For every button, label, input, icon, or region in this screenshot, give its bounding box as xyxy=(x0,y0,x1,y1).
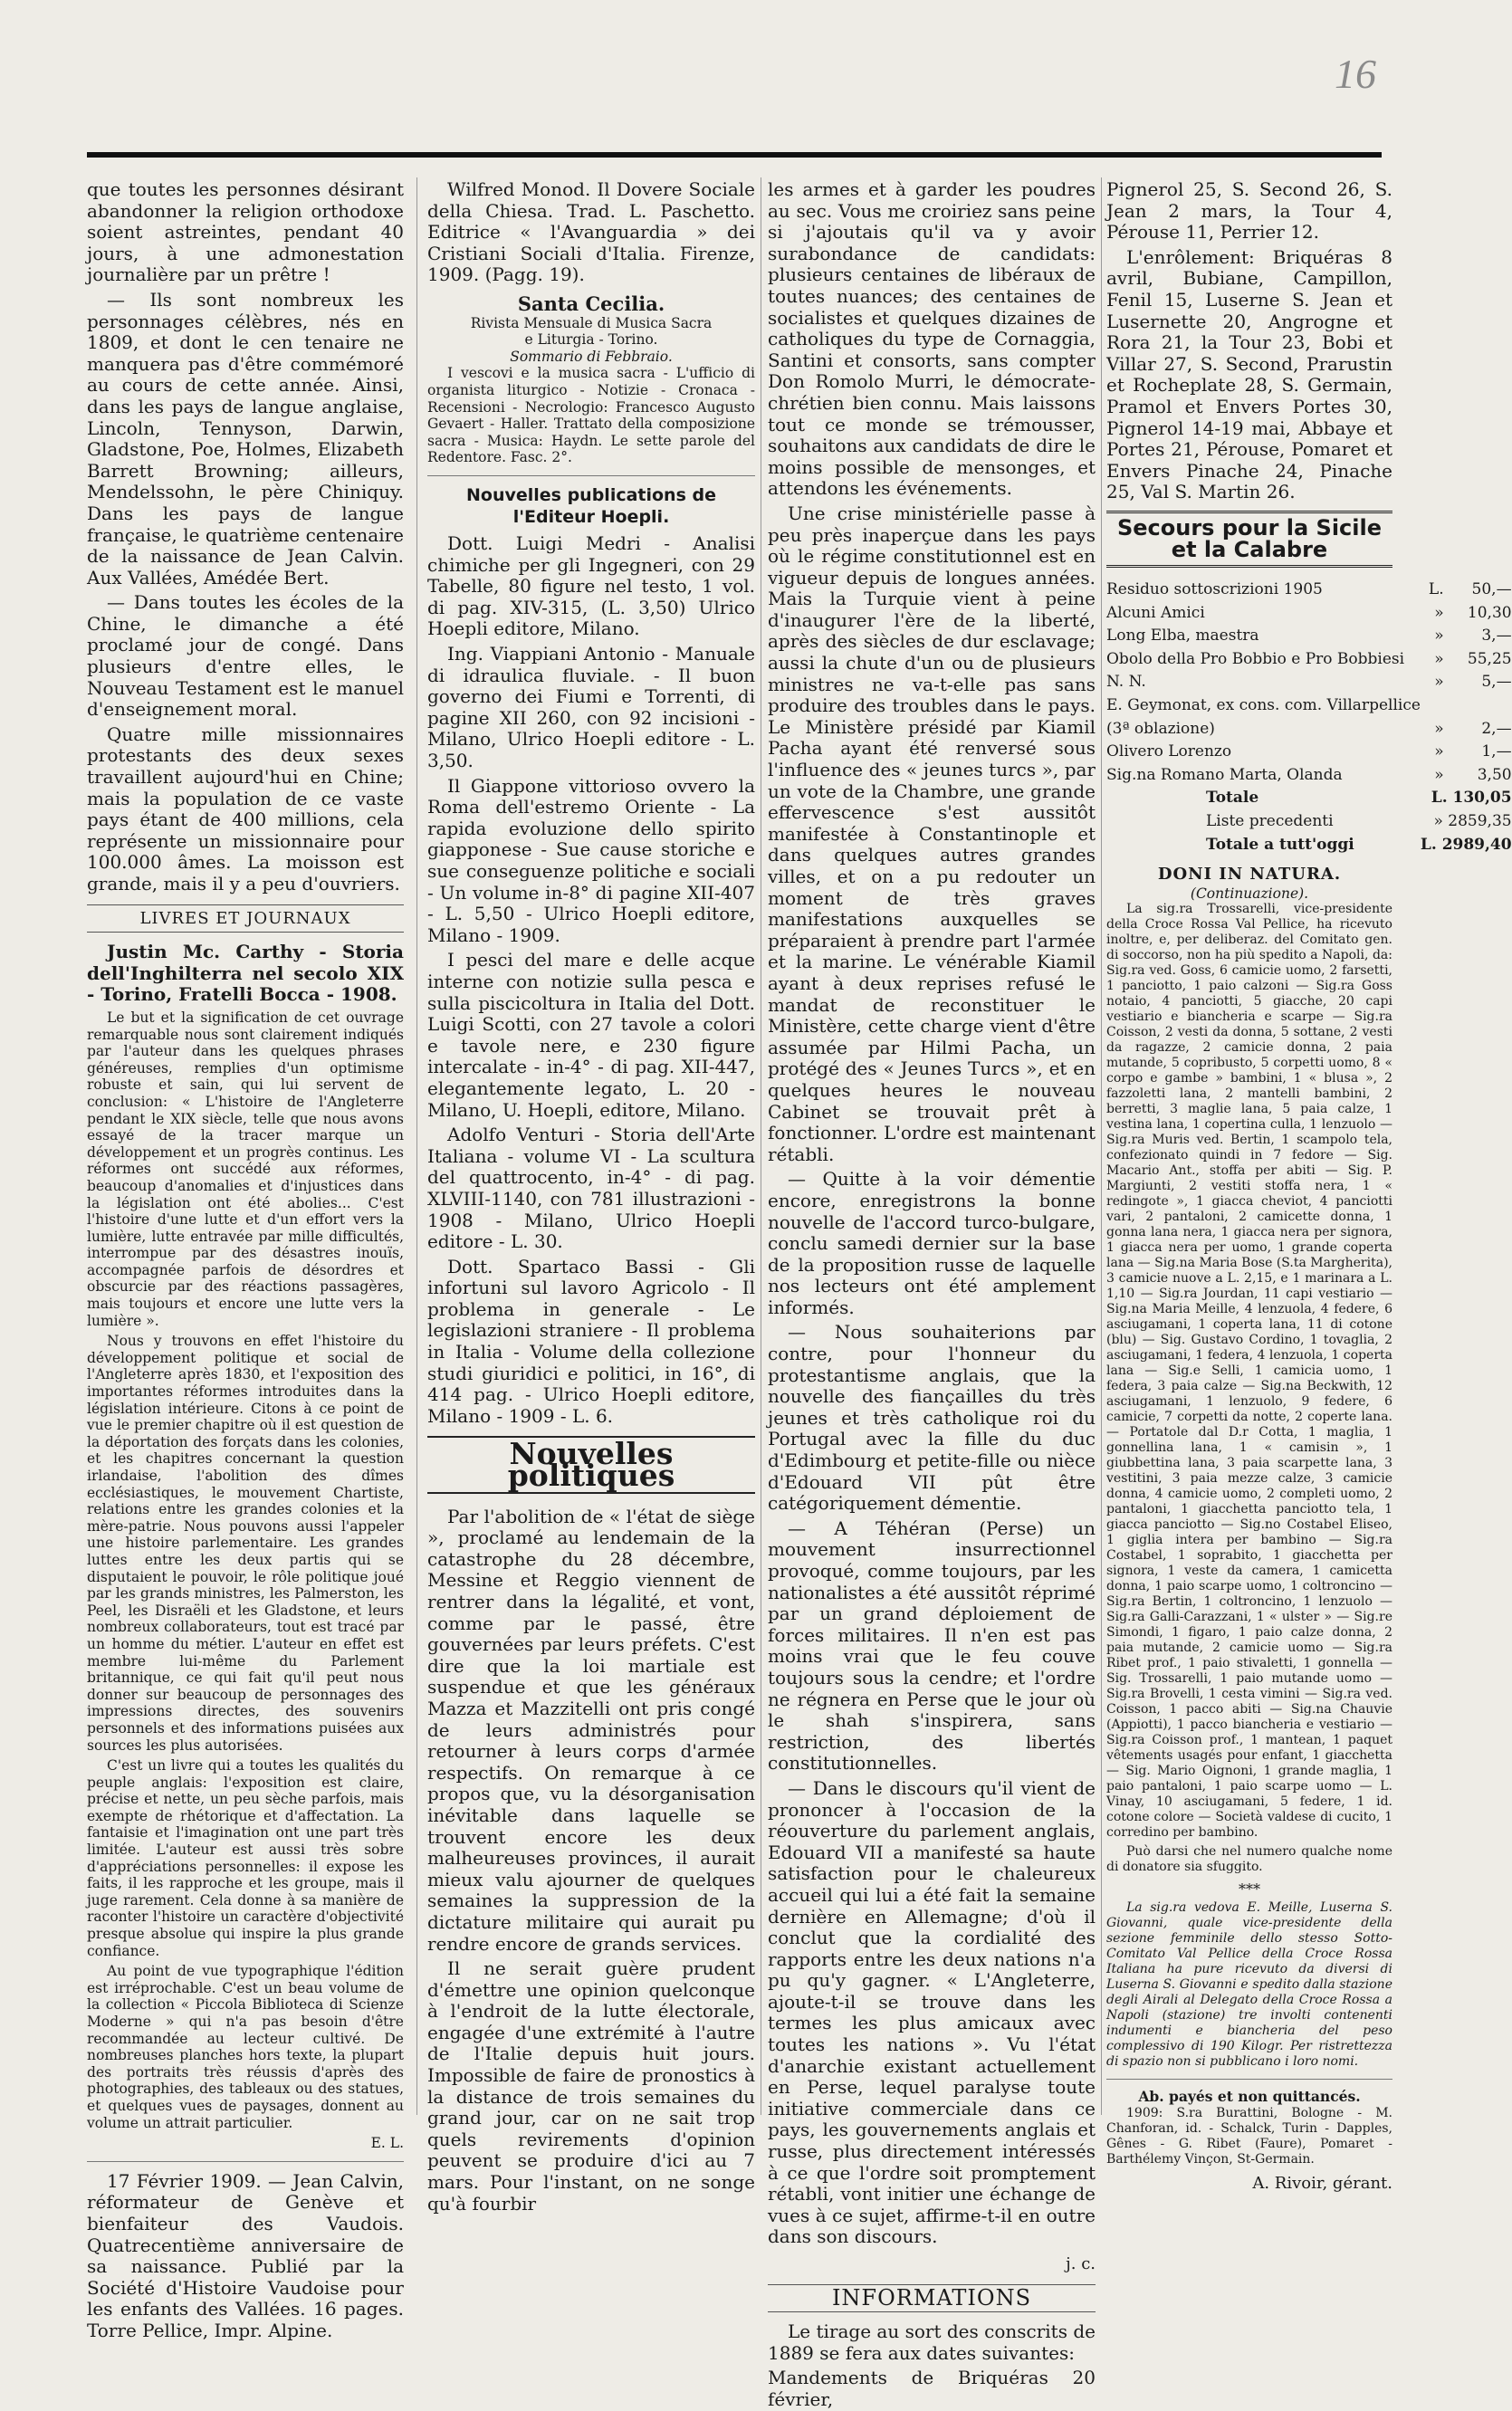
table-row xyxy=(1106,810,1512,834)
row-amt: 1,— xyxy=(1481,742,1512,761)
section-subheading: (Continuazione). xyxy=(1190,885,1309,902)
row-label: Long Elba, maestra xyxy=(1106,627,1259,646)
paragraph: Le tirage au sort des conscrits de 1889 se fera aux dates suivantes: xyxy=(768,2320,1096,2364)
section-heading: Nouvelles publications de l'Editeur Hoepli. xyxy=(465,484,716,527)
row-cur: » xyxy=(1434,627,1444,646)
grand-total-amount: L. 2989,40 xyxy=(1420,835,1512,854)
book-entry: I pesci del mare e delle acque interne con notizie sulla pesca e sulla piscicoltura in Italia del Dott. Luigi Scotti, con 27 tavole a colori e tavole nere, e 230 figure intercalate - in-4° - di pag. XII-447, elegantemente legato, L. 20 - Milano, U. Hoepli, editore, Milano. xyxy=(427,949,755,1121)
table-row xyxy=(1106,787,1512,810)
review-signature: E. L. xyxy=(370,2135,404,2152)
row-cur: » xyxy=(1434,673,1444,692)
subscription-table xyxy=(1106,579,1512,856)
column-3 xyxy=(768,178,1096,2410)
row-label: Alcuni Amici xyxy=(1106,603,1205,622)
section-heading: INFORMATIONS xyxy=(768,2284,1096,2313)
section-heading: DONI IN NATURA. xyxy=(1157,865,1342,885)
paragraph: Une crise ministérielle passe à peu près inaperçue dans les pays où le régime constitutionnel est en vigueur depuis de longues années. Mais la Turquie vient à peine d'inaugurer l'ère de la liberté, après des siècles de dur esclavage; aussi la chute d'un ou de plusieurs ministres ne va-t-elle pas sans produire des troubles dans le pays. Le Ministère présidé par Kiamil Pacha ayant été renversé sous l'influence des « jeunes turcs », par un vote de la Chambre, une grande effervescence s'est aussitôt manifestée à Constantinople et dans quelques autres grandes villes, et on a pu redouter un moment de très graves manifestations auxquelles se préparaient à prendre part l'armée et la marine. Le vénérable Kiamil ayant à deux reprises refusé le mandat de reconstituer le Ministère, cette charge vient d'être assumée par Hilmi Pacha, un protégé des « Jeunes Turcs », et en quelques heures le nouveau Cabinet se trouvait prêt à fonctionner. L'ordre est maintenant rétabli. xyxy=(768,502,1096,1165)
review-title: Santa Cecilia. xyxy=(517,292,665,315)
section-heading: Secours pour la Sicile et la Calabre xyxy=(1106,511,1392,568)
separator-stars: *** xyxy=(1239,1880,1260,1899)
table-row xyxy=(1106,718,1512,741)
row-cur: » xyxy=(1434,649,1444,668)
review-paragraph: C'est un livre qui a toutes les qualités du peuple anglais: l'exposition est claire, précise et nette, un peu sèche parfois, mais exempte de rhétorique et d'affectation. La fantaisie et l'imagination ont une part très limitée. L'auteur est aussi très sobre d'appréciations personnelles: il expose les faits, il les rapproche et les groupe, mais il juge rarement. Cela donne à sa manière de raconter l'histoire un caractère d'objectivité presque absolue qui inspire la plus grande confiance. xyxy=(87,1757,404,1959)
row-cur xyxy=(1421,694,1444,718)
row-amt: 5,— xyxy=(1481,673,1512,692)
calvin-entry: 17 Février 1909. — Jean Calvin, réformateur de Genève et bienfaiteur des Vaudois. Quatrecentième anniversaire de sa naissance. Publié par la Société d'Histoire Vaudoise pour les enfants des Vallées. 16 pages. Torre Pellice, Impr. Alpine. xyxy=(87,2169,404,2341)
section-heading: Ab. payés et non quittancés. xyxy=(1138,2088,1361,2105)
previous-amount: » 2859,35 xyxy=(1433,812,1512,831)
column-divider xyxy=(1101,177,1102,2115)
book-entry: Adolfo Venturi - Storia dell'Arte Italiana - volume VI - La scultura del quattrocento, in-4° - di pag. XLVIII-1140, con 781 illustrazioni - 1908 - Milano, Ulrico Hoepli editore - L. 30. xyxy=(427,1124,755,1253)
table-row xyxy=(1106,834,1512,857)
table-row xyxy=(1106,648,1512,672)
divider xyxy=(87,2161,404,2162)
grand-total-label: Totale a tutt'oggi xyxy=(1206,835,1354,854)
paragraph: — Dans le discours qu'il vient de prononcer à l'occasion de la réouverture du parlement anglais, Edouard VII a manifesté sa haute satisfaction pour le chaleureux accueil qui lui a été fait la semaine dernière en Allemagne; d'où il conclut que la cordialité des rapports entre les deux nations n'a pu qu'y gagner. « L'Angleterre, ajoute-t-il se trouve dans les termes les plus amicaux avec toutes les nations ». Vu l'état d'anarchie existant actuellement en Perse, lequel paralyse toute initiative commerciale dans ce pays, les gouvernements anglais et russe, plus directement intéressés à ce que l'ordre soit promptement rétabli, vont initier une échange de vues à ce sujet, affirme-t-il en outre dans son discours. xyxy=(768,1776,1096,2248)
paragraph: les armes et à garder les poudres au sec. Vous me croiriez sans peine si j'ajoutais qu'il va y avoir surabondance de candidats: plusieurs centaines de libéraux de toutes nuances; des centaines de socialistes et quelques dizaines de catholiques du type de Cornaggia, Santini et consorts, sans compter Don Romolo Murri, le démocrate-chrétien bien connu. Mais laissons tout ce monde se trémousser, souhaitons aux candidats de dire le moins possible de mensonges, et attendons les événements. xyxy=(768,178,1096,500)
donations-list: La sig.ra Trossarelli, vice-presidente della Croce Rossa Val Pellice, ha ricevuto inoltre, e, per deliberaz. del Comitato gen. di soccorso, non ha più spedito a Napoli, da: Sig.ra ved. Goss, 6 camicie uomo, 2 farsetti, 1 panciotto, 1 paio calzoni — Sig.ra Goss notaio, 4 panciotti, 5 giacche, 20 capi vestiario e biancheria e scarpe — Sig.ra Coisson, 2 vesti da donna, 5 sottane, 2 vesti da ragazze, 2 camicie donna, 2 paia mutande, 5 copribusto, 5 corpetti uomo, 8 « corpo e gambe » bambini, 1 « blusa », 2 fazzoletti lana, 2 mantelli bambini, 2 berretti, 3 maglie lana, 5 paia calze, 1 vestina lana, 1 copertina culla, 1 lenzuolo — Sig.ra Muris ved. Bertin, 1 scampolo tela, confezionato quindi in 7 fedore — Sig. Macario Ant., stoffa per abiti — Sig. P. Margiunti, 2 vestiti stoffa nera, 1 « redingote », 1 giacca cheviot, 4 panciotti vari, 2 pantaloni, 2 camicette donna, 1 gonna lana nera, 1 giacca nera per signora, 1 giacca nera per uomo, 1 grande coperta lana — Sig.na Maria Bose (S.ta Margherita), 3 camicie nuove a L. 2,15, e 1 marinara a L. 1,10 — Sig.ra Jourdan, 11 capi vestiario — Sig.na Maria Meille, 4 lenzuola, 4 federe, 6 asciugamani, 1 coperta lana, 11 di cotone (blu) — Sig. Gustavo Cordino, 1 tovaglia, 2 asciugamani, 1 federa, 4 lenzuola, 1 coperta lana — Sig.e Selli, 1 camicia uomo, 1 federa, 3 paia calze — Sig.na Beckwith, 12 asciugamani, 1 lenzuolo, 9 federe, 6 camicie, 7 corpetti da notte, 2 coperte lana. — Portatole dal D.r Cotta, 1 maglia, 1 gonnellina lana, 1 « camisin », 1 giubbettina lana, 3 paia scarpette lana, 3 vestitini, 3 paia mezze calze, 3 camicie donna, 4 camicie uomo, 2 completi uomo, 2 pantaloni, 1 giacchetta panciotto tela, 1 giacca panciotto — Sig.no Costabel Eliseo, 1 giglia intera per bambino — Sig.ra Costabel, 1 soprabito, 1 giacchetta per signora, 1 veste da camera, 1 camicetta donna, 1 paio scarpe uomo, 1 coltroncino — Sig.ra Bertin, 1 coltroncino, 1 lenzuolo — Sig.ra Galli-Carazzani, 1 « ulster » — Sig.re Simondi, 1 figaro, 1 paio calze donna, 2 paia mutande, 2 camicie uomo — Sig.ra Ribet prof., 1 paio stivaletti, 1 gonnella — Sig. Trossarelli, 1 paio mutande uomo — Sig.ra Brovelli, 1 cesta vimini — Sig.ra ved. Coisson, 1 pacco abiti — Sig.na Chauvie (Appiotti), 1 pacco biancheria e vestiario — Sig.ra Coisson prof., 1 mantean, 1 paquet vêtements usagés pour enfant, 1 giacchetta — Sig. Mario Oignoni, 1 grande maglia, 1 paio pantaloni, 1 paio scarpe uomo — L. Vinay, 10 asciugamani, 5 federe, 1 id. cotone colore — Società valdese di cucito, 1 corredino per bambino. xyxy=(1106,902,1392,1841)
row-amt: 55,25 xyxy=(1467,649,1512,668)
row-cur: » xyxy=(1434,719,1444,738)
review-paragraph: Nous y trouvons en effet l'histoire du développement politique et social de l'Angleterre après 1830, et l'exposition des importantes réformes introduites dans la législation intérieure. Citons à ce point de vue le premier chapitre où il est question de la déportation des forçats dans les colonies, et les chapitres concernant la question irlandaise, l'abolition des dîmes ecclésiastiques, le mouvement Chartiste, relations entre les grandes colonies et la mère-patrie. Nous pouvons aussi l'appeler une histoire parlementaire. Les grandes luttes entre les deux partis qui se disputaient le pouvoir, le rôle politique joué par les grands ministres, les Palmerston, les Peel, les Disraëli et les Gladstone, et leurs nombreux collaborateurs, tout est tracé par un homme du métier. L'auteur en effet est membre lui-même du Parlement britannique, ce qui fait qu'il peut nous donner sur beaucoup de personnages des impressions directes, des souvenirs personnels et des informations puisées aux sources les plus autorisées. xyxy=(87,1333,404,1754)
row-amt: 2,— xyxy=(1481,719,1512,738)
row-cur: L. xyxy=(1428,580,1444,599)
row-amt: 10,30 xyxy=(1467,603,1512,622)
row-amt: 50,— xyxy=(1471,580,1512,599)
divider xyxy=(1106,2079,1392,2080)
paragraph: Quatre mille missionnaires protestants des deux sexes travaillent aujourd'hui en Chine; mais la population de ce vaste pays étant de 400 millions, cela représente un missionnaire pour 100.000 âmes. La moisson est grande, mais il y a peu d'ouvriers. xyxy=(87,722,404,895)
review-paragraph: Le but et la signification de cet ouvrage remarquable nous sont clairement indiqués par l'auteur dans les quelques phrases généreuses, remplies d'un optimisme robuste et sain, qui lui servent de conclusion: « L'histoire de l'Angleterre pendant le XIX siècle, telle que nous avons essayé de la tracer marque un développement et un progrès continus. Les réformes ont succédé aux réformes, beaucoup d'anomalies et d'injustices dans la législation ont été abolies... C'est l'histoire d'une lutte et d'un effort vers la lumière, lutte entravée par mille difficultés, interrompue par des désastres inouïs, accompagnée parfois de désordres et obscurcie par des réactions passagères, mais toujours et encore une lutte vers la lumière ». xyxy=(87,1009,404,1329)
table-row xyxy=(1106,764,1512,788)
row-label: Obolo della Pro Bobbio e Pro Bobbiesi xyxy=(1106,649,1405,668)
review-subtitle: e Liturgia - Torino. xyxy=(524,331,658,349)
table-row xyxy=(1106,625,1512,648)
paragraph: La sig.ra vedova E. Meille, Luserna S. Giovanni, quale vice-presidente della sezione femminile dello stesso Sotto-Comitato Val Pellice della Croce Rossa Italiana ha pure ricevuto da diversi di Luserna S. Giovanni e spedito dalla stazione degli Airali al Delegato della Croce Rossa a Napoli (stazione) tre involti contenenti indumenti e biancheria del peso complessivo di 190 Kilogr. Per ristrettezza di spazio non si pubblicano i loro nomi. xyxy=(1106,1900,1392,2069)
paragraph: — Quitte à la voir démentie encore, enregistrons la bonne nouvelle de l'accord turco-bulgare, conclu samedi dernier sur la base de la proposition russe de laquelle nos lecteurs ont été amplement informés. xyxy=(768,1168,1096,1318)
column-divider xyxy=(416,177,417,2115)
total-label: Totale xyxy=(1206,789,1259,808)
column-1 xyxy=(87,178,404,2341)
paragraph: Mandements de Briquéras 20 février, xyxy=(768,2367,1096,2410)
table-row xyxy=(1106,741,1512,764)
row-amt: 3,50 xyxy=(1477,765,1512,784)
book-entry: Dott. Spartaco Bassi - Gli infortuni sul lavoro Agricolo - Il problema in generale - Le legislazioni straniere - Il problema in Italia - Volume della collezione studi giuridici e politici, in 16°, di 414 pag. - Ulrico Hoepli editore, Milano - 1909 - L. 6. xyxy=(427,1255,755,1427)
column-2 xyxy=(427,178,755,2215)
table-row xyxy=(1106,671,1512,694)
gerant-signature: A. Rivoir, gérant. xyxy=(1252,2173,1392,2193)
row-cur: » xyxy=(1434,603,1444,622)
row-cur: » xyxy=(1434,742,1444,761)
paragraph: 1909: S.ra Burattini, Bologne - M. Chanforan, id. - Schalck, Turin - Dapples, Gênes - G. Ribet (Faure), Pomaret - Barthélemy Vinçon, St-Germain. xyxy=(1106,2105,1392,2167)
row-amt xyxy=(1444,694,1512,718)
paragraph: Par l'abolition de « l'état de siège », proclamé au lendemain de la catastrophe du 28 décembre, Messine et Reggio viennent de rentrer dans la légalité, et vont, comme par le passé, être gouvernées par leurs préfets. C'est dire que la loi martiale est suspendue et que les généraux Mazza et Mazzitelli ont pris congé de leurs administrés pour retourner à leurs corps d'armée respectifs. On remarque à ce propos que, vu la désorganisation inévitable dans laquelle se trouvent encore les deux malheureuses provinces, il aurait mieux valu ajourner de quelques semaines la suppression de la dictature militaire qui aurait pu rendre encore de grands services. xyxy=(427,1505,755,1955)
review-subtitle: Sommario di Febbraio. xyxy=(510,348,673,365)
row-cur: » xyxy=(1434,765,1444,784)
paragraph: que toutes les personnes désirant abandonner la religion orthodoxe soient astreintes, pendant 40 jours, à une admonestation journalière par un prêtre ! xyxy=(87,178,404,286)
row-amt: 3,— xyxy=(1481,627,1512,646)
review-body: I vescovi e la musica sacra - L'ufficio di organista liturgico - Notizie - Cronaca - Recensioni - Necrologio: Francesco Augusto Gevaert - Haller. Trattato della composizione sacra - Musica: Haydn. Le sette parole del Redentore. Fasc. 2°. xyxy=(427,365,755,466)
signature: j. c. xyxy=(1066,2254,1096,2273)
book-entry: Justin Mc. Carthy - Storia dell'Inghilterra nel secolo XIX - Torino, Fratelli Bocca - 1908. xyxy=(87,941,404,1006)
row-label: Olivero Lorenzo xyxy=(1106,742,1232,761)
top-rule xyxy=(87,152,1382,158)
book-entry: Ing. Viappiani Antonio - Manuale di idraulica fluviale. - Il buon governo dei Fiumi e Torrenti, di pagine XII 260, con 92 incisioni - Milano, Ulrico Hoepli editore - L. 3,50. xyxy=(427,643,755,772)
page-number: 16 xyxy=(1335,51,1376,97)
book-entry: Dott. Luigi Medri - Analisi chimiche per gli Ingegneri, con 29 Tabelle, 80 figure nel testo, 1 vol. di pag. XIV-315, (L. 3,50) Ulrico Hoepli editore, Milano. xyxy=(427,532,755,640)
divider xyxy=(427,475,755,476)
row-label: E. Geymonat, ex cons. com. Villarpellice xyxy=(1106,696,1421,715)
review-paragraph: Au point de vue typographique l'édition est irréprochable. C'est un beau volume de la collection « Piccola Biblioteca di Scienze Moderne » qui n'a pas besoin d'être recommandée au lecteur cultivé. De nombreuses planches hors texte, la plupart des portraits très réussis d'après des photographies, des tableaux ou des statues, et quelques vues de paysages, donnent au volume un attrait particulier. xyxy=(87,1963,404,2131)
row-label: N. N. xyxy=(1106,673,1146,692)
paragraph: Il ne serait guère prudent d'émettre une opinion quelconque à l'endroit de la lutte électorale, engagée d'une extrémité à l'autre de l'Italie depuis huit jours. Impossible de faire de pronostics à la distance de trois semaines du grand jour, car on ne sait trop quels revirements d'opinion peuvent se produire d'ici au 7 mars. Pour l'instant, on ne songe qu'à fourbir xyxy=(427,1957,755,2215)
column-4 xyxy=(1106,178,1512,2193)
total-amount: L. 130,05 xyxy=(1431,789,1512,808)
table-row xyxy=(1106,602,1512,626)
row-label: (3ª oblazione) xyxy=(1106,719,1215,738)
book-entry: Il Giappone vittorioso ovvero la Roma dell'estremo Oriente - La rapida evoluzione dello spirito giapponese - Sue cause storiche e sue conseguenze politiche e sociali - Un volume in-8° di pagine XII-407 - L. 5,50 - Ulrico Hoepli editore, Milano - 1909. xyxy=(427,774,755,946)
paragraph: — A Téhéran (Perse) un mouvement insurrectionnel provoqué, comme toujours, par les nationalistes a été aussitôt réprimé par un grand déploiement de forces militaires. Il n'en est pas moins vrai que le feu couve toujours sous la cendre; et l'ordre ne régnera en Perse que le jour où le shah s'inspirera, sans restriction, des libertés constitutionnelles. xyxy=(768,1516,1096,1775)
paragraph: L'enrôlement: Briquéras 8 avril, Bubiane, Campillon, Fenil 15, Luserne S. Jean et Lusernette 20, Angrogne et Rora 21, la Tour 23, Bobi et Villar 27, S. Second, Prarustin et Rocheplate 28, S. Germain, Pramol et Envers Portes 30, Pignerol 14-19 mai, Abbaye et Portes 21, Pérouse, Pomaret et Envers Pinache 24, Pinache 25, Val S. Martin 26. xyxy=(1106,245,1392,503)
paragraph: Pignerol 25, S. Second 26, S. Jean 2 mars, la Tour 4, Pérouse 11, Perrier 12. xyxy=(1106,178,1392,244)
paragraph: Può darsi che nel numero qualche nome di donatore sia sfuggito. xyxy=(1106,1844,1392,1875)
paragraph: — Ils sont nombreux les personnages célèbres, nés en 1809, et dont le cen tenaire ne manquera pas d'être commémoré au cours de cette année. Ainsi, dans les pays de langue anglaise, Lincoln, Tennyson, Darwin, Gladstone, Poe, Holmes, Elizabeth Barrett Browning; ailleurs, Mendelssohn, le père Chiniquy. Dans les pays de langue française, le quatrième centenaire de la naissance de Jean Calvin. Aux Vallées, Amédée Bert. xyxy=(87,288,404,588)
section-heading: LIVRES ET JOURNAUX xyxy=(87,904,404,933)
row-label: Residuo sottoscrizioni 1905 xyxy=(1106,580,1323,599)
paragraph: — Nous souhaiterions par contre, pour l'honneur du protestantisme anglais, que la nouvelle des fiançailles du très jeunes et très catholique roi du Portugal avec la fille du duc d'Edimbourg et petite-fille ou nièce d'Edouard VII pût être catégoriquement démentie. xyxy=(768,1321,1096,1515)
paragraph: — Dans toutes les écoles de la Chine, le dimanche a été proclamé jour de congé. Dans plusieurs d'entre elles, le Nouveau Testament est le manuel d'enseignement moral. xyxy=(87,591,404,721)
row-label: Sig.na Romano Marta, Olanda xyxy=(1106,765,1343,784)
previous-label: Liste precedenti xyxy=(1206,812,1334,831)
table-row xyxy=(1106,579,1512,602)
table-row xyxy=(1106,694,1512,718)
review-subtitle: Rivista Mensuale di Musica Sacra xyxy=(470,314,713,331)
section-heading: Nouvelles politiques xyxy=(427,1436,755,1493)
book-entry: Wilfred Monod. Il Dovere Sociale della Chiesa. Trad. L. Paschetto. Editrice « l'Avanguardia » dei Cristiani Sociali d'Italia. Firenze, 1909. (Pagg. 19). xyxy=(427,178,755,286)
